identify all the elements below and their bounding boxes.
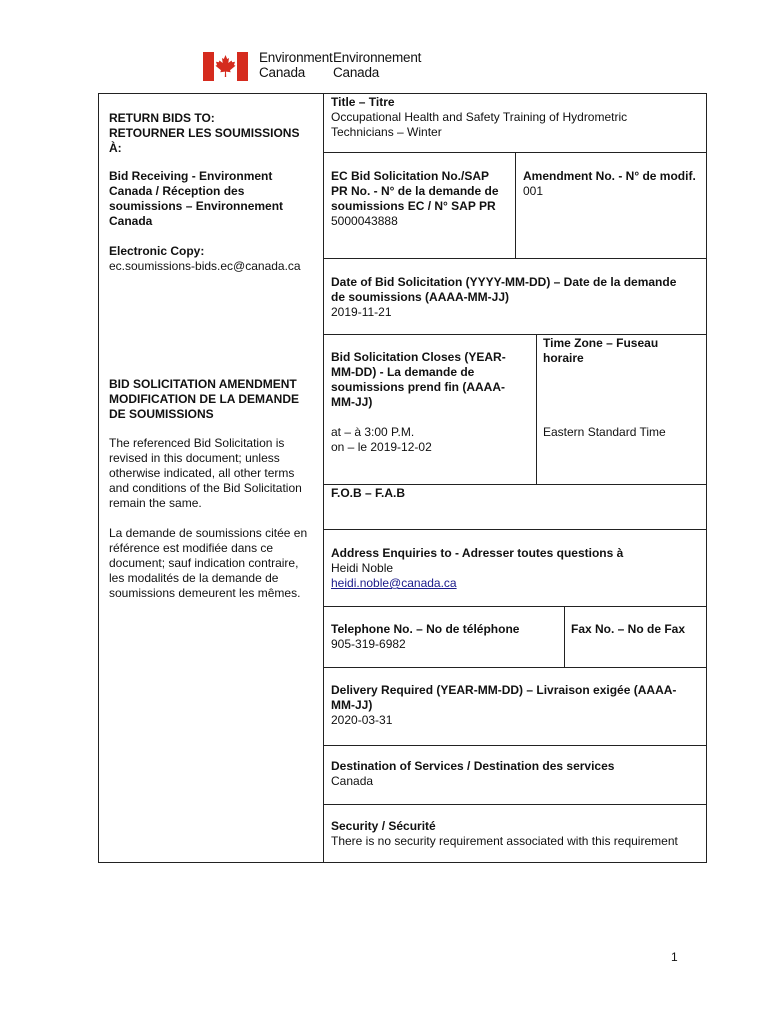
electronic-copy-email[interactable]: ec.soumissions-bids.ec@canada.ca xyxy=(109,259,301,273)
french-note-line: les modalités de la demande de xyxy=(109,571,279,585)
row-divider xyxy=(323,258,706,259)
closing-time-value: at – à 3:00 P.M. xyxy=(331,425,415,439)
english-note-line: otherwise indicated, all other terms xyxy=(109,466,295,480)
french-note-line: référence est modifiée dans ce xyxy=(109,541,274,555)
enquiries-label: Address Enquiries to - Adresser toutes questions à xyxy=(331,546,624,560)
french-amendment-note xyxy=(109,526,307,601)
telephone-cell xyxy=(331,622,519,652)
solicitation-label: EC Bid Solicitation No./SAP xyxy=(331,169,490,183)
solicitation-date-value: 2019-11-21 xyxy=(331,305,392,319)
receiving-line: Canada xyxy=(109,214,153,228)
dept-fr-line1: Environnement xyxy=(333,50,422,65)
fob-label: F.O.B – F.A.B xyxy=(331,486,406,500)
security-value: There is no security requirement associated with this requirement xyxy=(331,834,678,848)
solicitation-date-label: de soumissions (AAAA-MM-JJ) xyxy=(331,290,510,304)
solicitation-label: soumissions EC / N° SAP PR xyxy=(331,199,496,213)
closing-values xyxy=(331,425,432,455)
telephone-label: Telephone No. – No de téléphone xyxy=(331,622,520,636)
delivery-value: 2020-03-31 xyxy=(331,713,393,727)
fax-label: Fax No. – No de Fax xyxy=(571,622,686,636)
amendment-heading-line: BID SOLICITATION AMENDMENT xyxy=(109,377,297,391)
electronic-copy-label: Electronic Copy: xyxy=(109,244,205,258)
enquiries-name: Heidi Noble xyxy=(331,561,394,575)
amendment-number-label: Amendment No. - N° de modif. xyxy=(523,169,696,183)
bid-amendment-form xyxy=(98,93,707,863)
amendment-heading xyxy=(109,377,299,422)
timezone-value: Eastern Standard Time xyxy=(543,425,666,439)
solicitation-date-label: Date of Bid Solicitation (YYYY-MM-DD) – Date de la demande xyxy=(331,275,677,289)
french-note-line: document; sauf indication contraire, xyxy=(109,556,299,570)
closing-label: Bid Solicitation Closes (YEAR- xyxy=(331,350,506,364)
electronic-copy xyxy=(109,244,301,274)
row-divider xyxy=(323,484,706,485)
title-value: Occupational Health and Safety Training of Hydrometric xyxy=(331,110,628,124)
row-divider xyxy=(323,804,706,805)
title-cell xyxy=(331,95,627,140)
solicitation-number-cell xyxy=(331,169,499,229)
timezone-label: horaire xyxy=(543,351,584,365)
cell-divider xyxy=(536,334,537,484)
row-divider xyxy=(323,606,706,607)
delivery-label: MM-JJ) xyxy=(331,698,373,712)
row-divider xyxy=(323,667,706,668)
english-note-line: revised in this document; unless xyxy=(109,451,280,465)
enquiries-cell xyxy=(331,546,623,591)
enquiries-email-link[interactable]: heidi.noble@canada.ca xyxy=(331,576,457,590)
english-note-line: The referenced Bid Solicitation is xyxy=(109,436,285,450)
english-note-line: remain the same. xyxy=(109,496,202,510)
closing-label: soumissions prend fin (AAAA- xyxy=(331,380,506,394)
cell-divider xyxy=(515,152,516,258)
receiving-line: Canada / Réception des xyxy=(109,184,245,198)
dept-en-line2: Canada xyxy=(259,65,306,80)
row-divider xyxy=(323,334,706,335)
delivery-label: Delivery Required (YEAR-MM-DD) – Livraison exigée (AAAA- xyxy=(331,683,677,697)
column-divider xyxy=(323,94,324,862)
destination-label: Destination of Services / Destination des services xyxy=(331,759,615,773)
cell-divider xyxy=(564,606,565,667)
dept-en-line1: Environment xyxy=(259,50,333,65)
dept-fr-line2: Canada xyxy=(333,65,380,80)
department-name-french xyxy=(333,50,421,80)
title-value: Technicians – Winter xyxy=(331,125,442,139)
row-divider xyxy=(323,529,706,530)
return-bids-line: RETURN BIDS TO: xyxy=(109,111,215,125)
row-divider xyxy=(323,745,706,746)
english-amendment-note xyxy=(109,436,302,511)
page-number: 1 xyxy=(671,950,678,964)
bid-receiving-address xyxy=(109,169,283,229)
title-label: Title – Titre xyxy=(331,95,395,109)
delivery-cell xyxy=(331,683,676,728)
french-note-line: La demande de soumissions citée en xyxy=(109,526,308,540)
closing-label: MM-JJ) xyxy=(331,395,373,409)
amendment-heading-line: MODIFICATION DE LA DEMANDE xyxy=(109,392,299,406)
closing-cell xyxy=(331,350,506,410)
amendment-heading-line: DE SOUMISSIONS xyxy=(109,407,214,421)
solicitation-number-value: 5000043888 xyxy=(331,214,398,228)
destination-cell xyxy=(331,759,614,789)
english-note-line: and conditions of the Bid Solicitation xyxy=(109,481,302,495)
solicitation-date-cell xyxy=(331,275,676,320)
return-bids-line: À: xyxy=(109,141,122,155)
receiving-line: Bid Receiving - Environment xyxy=(109,169,273,183)
telephone-value: 905-319-6982 xyxy=(331,637,406,651)
receiving-line: soumissions – Environnement xyxy=(109,199,284,213)
return-bids-heading xyxy=(109,111,299,156)
canada-flag-logo xyxy=(203,52,248,81)
closing-date-value: on – le 2019-12-02 xyxy=(331,440,432,454)
security-cell xyxy=(331,819,678,849)
amendment-number-value: 001 xyxy=(523,184,544,198)
french-note-line: soumissions demeurent les mêmes. xyxy=(109,586,301,600)
solicitation-label: PR No. - N° de la demande de xyxy=(331,184,499,198)
amendment-number-cell xyxy=(523,169,696,199)
closing-label: MM-DD) - La demande de xyxy=(331,365,475,379)
timezone-cell xyxy=(543,336,658,366)
return-bids-line: RETOURNER LES SOUMISSIONS xyxy=(109,126,300,140)
department-name-english xyxy=(259,50,333,80)
security-label: Security / Sécurité xyxy=(331,819,436,833)
destination-value: Canada xyxy=(331,774,374,788)
timezone-label: Time Zone – Fuseau xyxy=(543,336,659,350)
